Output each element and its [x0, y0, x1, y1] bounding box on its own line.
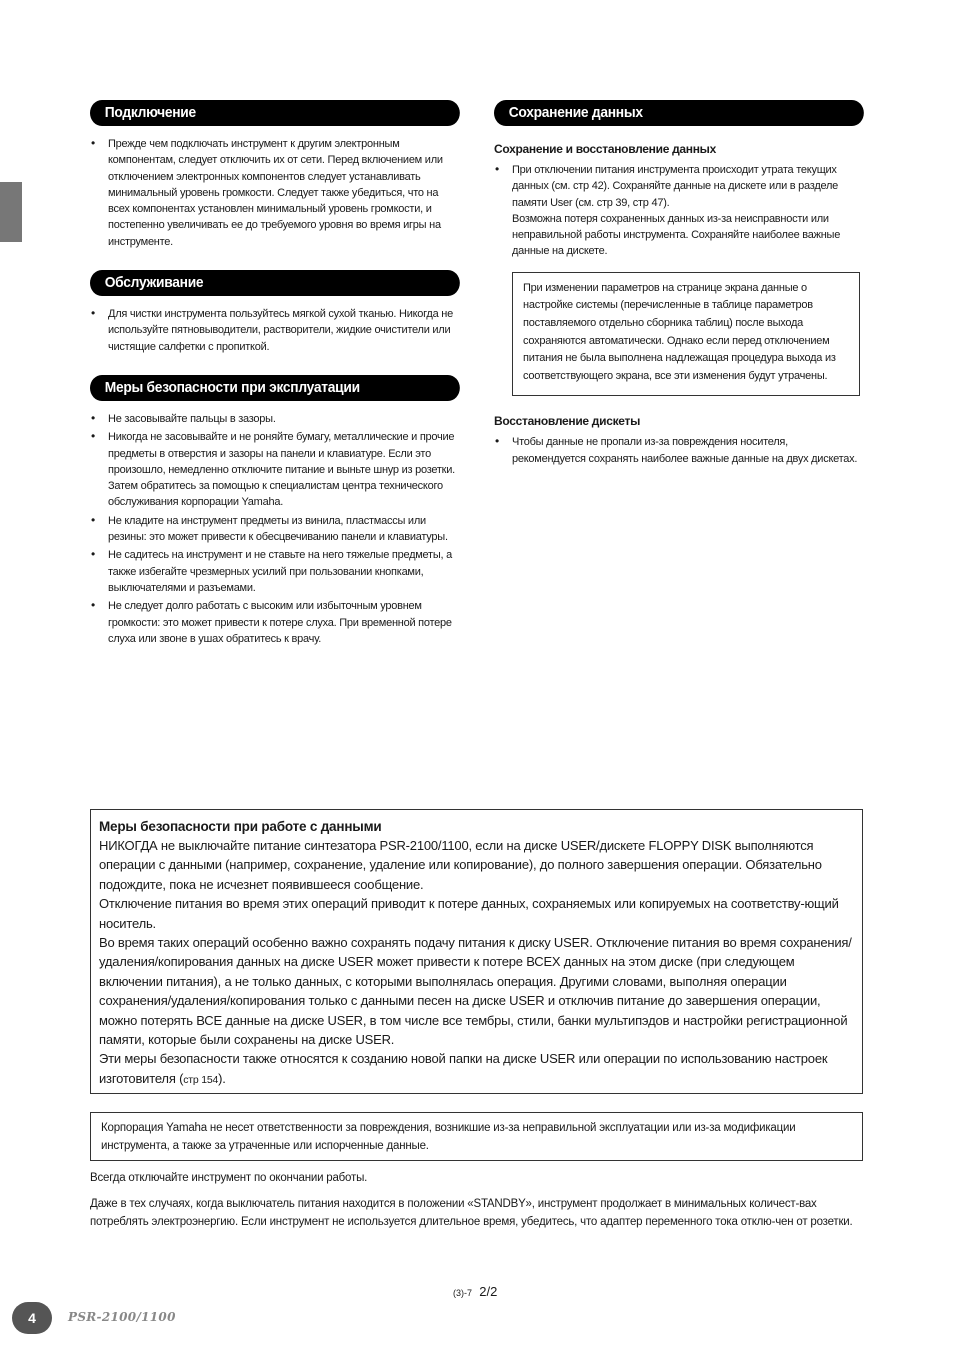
- list-item: • Прежде чем подключать инструмент к другим электронным компонентам, следует отключить их от сети. Перед включением или отключением электронных компонентов следует устанавливать минимальный уровень громкости. Следует также убедиться, что на всех компонентах установлен минимальный уровень громкости, и постепенно увеличивать ее до требуемого уровня во время игры на инструменте.: [90, 136, 460, 250]
- page-reference: стр 154: [183, 1073, 219, 1086]
- subheading-save-restore: Сохранение и восстановление данных: [494, 142, 717, 156]
- model-name: PSR-2100/1100: [68, 1310, 176, 1324]
- connection-list: [90, 136, 460, 250]
- list-item: • Не кладите на инструмент предметы из винила, пластмассы или резины: это может привести к обесцвечиванию панели и клавиатуры.: [90, 513, 460, 546]
- section-header-safety: Меры безопасности при эксплуатации: [90, 375, 460, 401]
- side-tab-marker: [0, 182, 22, 242]
- disclaimer-box: Корпорация Yamaha не несет ответственности за повреждения, возникшие из-за неправильной эксплуатации или из-за модификации инструмента, а также за утраченные или испорченные данные.: [90, 1112, 863, 1161]
- warning-paragraph: [99, 1049, 852, 1090]
- section-header-connection: Подключение: [90, 100, 460, 126]
- list-item: • При отключении питания инструмента происходит утрата текущих данных (см. стр 42). Сохраняйте данные на дискете или в разделе памяти User (см. стр 39, стр 47). Возможна потеря сохраненных данных из-за неисправности или неправильной работы инструмента. Сохраняйте наиболее важные данные на дискете.: [494, 162, 864, 260]
- page-ref-main: 2/2: [479, 1284, 498, 1299]
- warning-paragraph: НИКОГДА не выключайте питание синтезатора PSR-2100/1100, если на диске USER/дискете FLOPPY DISK выполняются операции с данными (например, сохранение, удаление или копирование), до полного завершения операции. Обязательно подождите, пока не исчезнет появившееся сообщение.: [99, 838, 822, 892]
- list-item: • Никогда не засовывайте и не роняйте бумагу, металлические и прочие предметы в отверстия и зазоры на панели и клавиатуре. Если это произошло, немедленно отключите питание и выньте шнур из розетки. Затем обратитесь за помощью к специалистам центра технического обслуживания корпорации Yamaha.: [90, 429, 460, 510]
- page-ref-small: (3)-7: [453, 1288, 473, 1298]
- section-header-maintenance: Обслуживание: [90, 270, 460, 296]
- warning-text-end: ).: [218, 1070, 226, 1086]
- warning-title: Меры безопасности при работе с данными: [99, 819, 382, 834]
- floppy-backup-list: [494, 434, 864, 467]
- footer-note: Даже в тех случаях, когда выключатель питания находится в положении «STANDBY», инструмент продолжает в минимальных количест-вах потреблять электроэнергию. Если инструмент не используется длительное время, убедитесь, что адаптер переменного тока отклю-чен от розетки.: [90, 1198, 853, 1228]
- left-column: [90, 100, 460, 647]
- footer-note: Всегда отключайте инструмент по окончании работы.: [90, 1172, 368, 1184]
- page-number-badge: 4: [12, 1302, 52, 1334]
- list-item: • Не садитесь на инструмент и не ставьте на него тяжелые предметы, а также избегайте чрезмерных усилий при пользовании кнопками, выключателями и разъемами.: [90, 547, 460, 596]
- list-item: • Не засовывайте пальцы в зазоры.: [90, 411, 460, 427]
- note-box: При изменении параметров на странице экрана данные о настройке системы (перечисленные в таблице параметров поставляемого отдельно сборника таблиц) после выхода сохраняются автоматически. Однако если перед отключением питания не была выполнена надлежащая процедура выхода из соответствующего экрана, все эти изменения будут утрачены.: [512, 272, 860, 397]
- warning-paragraph: Отключение питания во время этих операций приводит к потере данных, сохраняемых или копируемых на соответству-ющий носитель.: [99, 896, 839, 931]
- warning-text: Эти меры безопасности также относятся к созданию новой папки на диске USER или операции по использованию настроек изготовителя (: [99, 1051, 828, 1086]
- maintenance-list: [90, 306, 460, 355]
- data-warning-box: [90, 809, 863, 1094]
- right-column: [494, 100, 864, 467]
- list-item: • Не следует долго работать с высоким или избыточным уровнем громкости: это может привести к потере слуха. При временной потере слуха или звоне в ушах обратитесь к врачу.: [90, 598, 460, 647]
- safety-list: [90, 411, 460, 647]
- section-header-data-saving: Сохранение данных: [494, 100, 864, 126]
- subheading-floppy-backup: Восстановление дискеты: [494, 414, 641, 429]
- save-restore-list: [494, 162, 864, 260]
- list-item: • Для чистки инструмента пользуйтесь мягкой сухой тканью. Никогда не используйте пятновыводители, растворители, жидкие очистители или чистящие салфетки с пропиткой.: [90, 306, 460, 355]
- list-item: • Чтобы данные не пропали из-за повреждения носителя, рекомендуется сохранять наиболее важные данные на двух дискетах.: [494, 434, 864, 467]
- warning-paragraph: Во время таких операций особенно важно сохранять подачу питания к диску USER. Отключение питания во время сохранения/удаления/копирования данных на диске USER может привести к потере ВСЕХ данных на этом диске (при следующем включении питания), а не только данных, с которыми выполнялась операция. Другими словами, выполняя операции сохранения/удаления/копирования только с данными песен на диске USER и отключив питание до завершения операции, можно потерять ВСЕ данные на диске USER, в том числе все тембры, стили, банки мультипэдов и настройки регистрационной памяти, которые были сохранены на диске USER.: [99, 935, 852, 1048]
- page-reference-code: [453, 1284, 497, 1299]
